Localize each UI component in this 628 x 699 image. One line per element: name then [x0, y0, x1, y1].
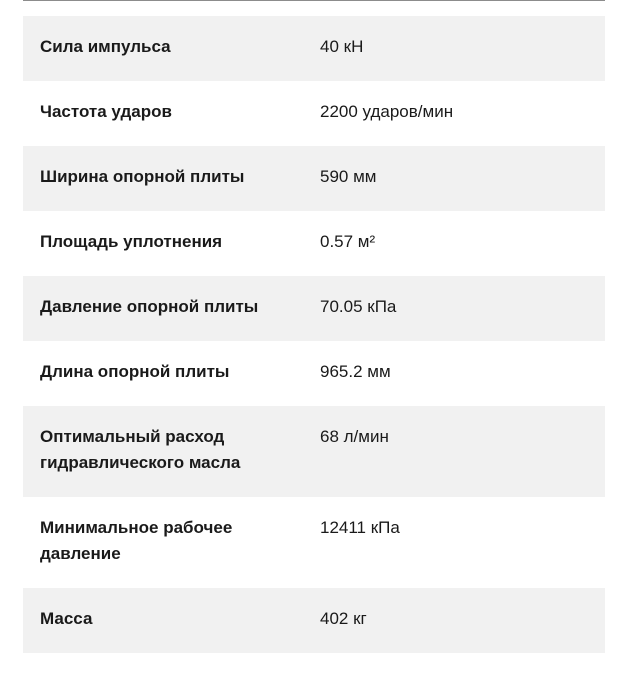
spec-row-mass	[23, 588, 605, 653]
spec-value: 40 кН	[320, 37, 364, 56]
spec-row-impact-frequency	[23, 81, 605, 146]
spec-value: 0.57 м²	[320, 232, 376, 251]
spec-row-plate-length	[23, 341, 605, 406]
spec-row-plate-width	[23, 146, 605, 211]
spec-label: Ширина опорной плиты	[40, 167, 245, 186]
spec-label: Длина опорной плиты	[40, 362, 230, 381]
spec-value: 68 л/мин	[320, 427, 389, 446]
spec-row-plate-pressure	[23, 276, 605, 341]
spec-row-oil-flow	[23, 406, 605, 497]
spec-value: 70.05 кПа	[320, 297, 397, 316]
spec-value: 402 кг	[320, 609, 367, 628]
spec-row-compaction-area	[23, 211, 605, 276]
spec-label: Оптимальный расход гидравлического масла	[40, 427, 241, 472]
spec-value: 12411 кПа	[320, 518, 400, 537]
spec-label: Частота ударов	[40, 102, 172, 121]
spec-label: Масса	[40, 609, 93, 628]
spec-value: 965.2 мм	[320, 362, 391, 381]
spec-label: Площадь уплотнения	[40, 232, 223, 251]
spec-label: Давление опорной плиты	[40, 297, 259, 316]
spec-value: 2200 ударов/мин	[320, 102, 454, 121]
spec-table	[23, 16, 605, 653]
spec-row-min-pressure	[23, 497, 605, 588]
top-divider	[23, 0, 605, 1]
spec-row-impact-force	[23, 16, 605, 81]
spec-label: Сила импульса	[40, 37, 171, 56]
spec-value: 590 мм	[320, 167, 377, 186]
spec-label: Минимальное рабочее давление	[40, 518, 233, 563]
